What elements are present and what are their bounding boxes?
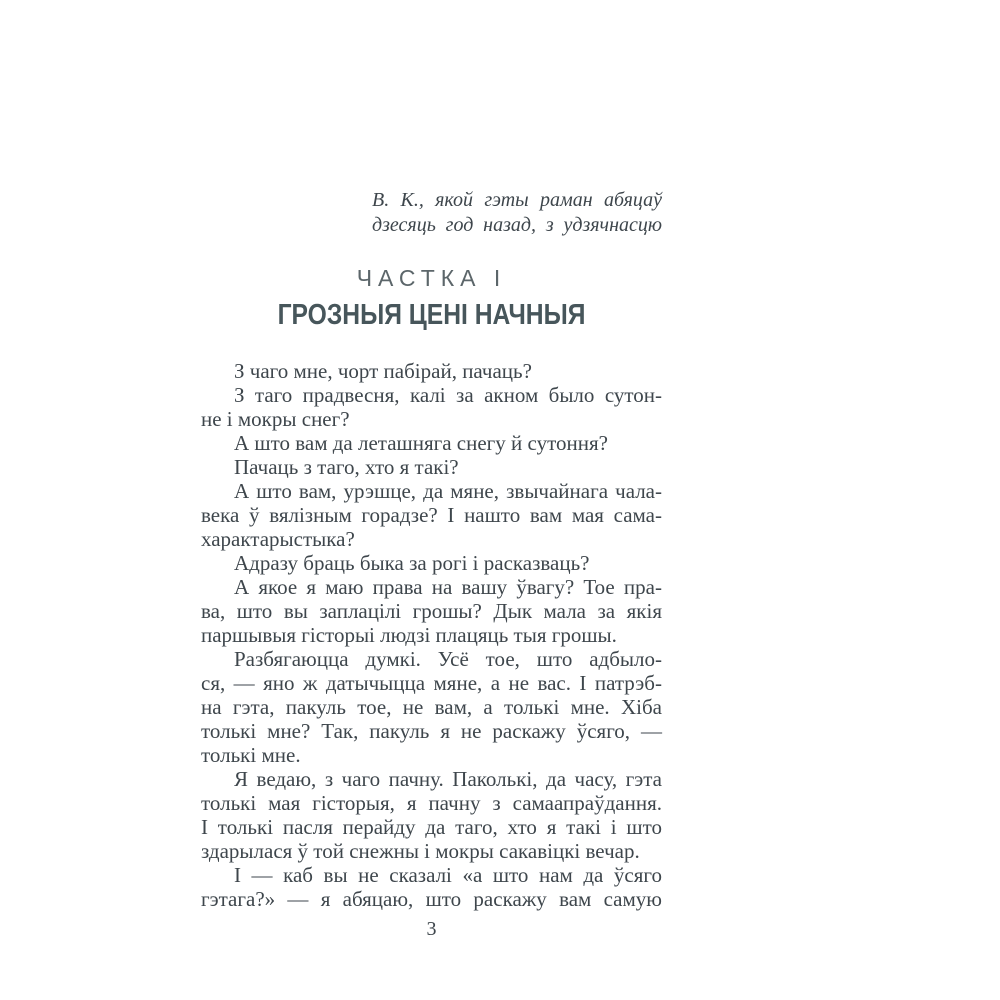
body-line: характарыстыка?: [201, 527, 355, 551]
part-heading: ЧАСТКА I: [356, 265, 507, 291]
body-line: здарылася ў той снежны і мокры сакавіцкі вечар.: [201, 839, 640, 863]
body-line: века ў вялізным горадзе? І нашто вам мая сама-: [201, 503, 662, 527]
body-line: І толькі пасля перайду да таго, хто я такі і што: [201, 815, 662, 839]
body-line: Пачаць з таго, хто я такі?: [234, 455, 459, 479]
paragraph: [201, 431, 662, 455]
paragraph: [201, 863, 662, 911]
paragraph: [201, 575, 662, 647]
body-line: толькі мне? Так, пакуль я не раскажу ўсяго, —: [201, 719, 662, 743]
paragraph: [201, 551, 662, 575]
body-line: І — каб вы не сказалі «а што нам да ўсяго: [234, 863, 662, 887]
paragraph: [201, 359, 662, 383]
chapter-title: ГРОЗНЫЯ ЦЕНІ НАЧНЫЯ: [277, 299, 586, 331]
paragraph: [201, 767, 662, 863]
dedication-line: дзесяць год назад, з удзячнасцю: [372, 214, 662, 236]
body-line: ся, — яно ж датычыцца мяне, а не вас. І патрэб-: [201, 671, 662, 695]
body-line: ва, што вы заплацілі грошы? Дык мала за якія: [201, 599, 662, 623]
page-number: 3: [426, 918, 437, 940]
dedication-line: В. К., якой гэты раман абяцаў: [372, 189, 662, 211]
body-line: З чаго мне, чорт пабірай, пачаць?: [234, 359, 532, 383]
body-line: не і мокры снег?: [201, 407, 350, 431]
body-line: паршывыя гісторыі людзі плацяць тыя грошы.: [201, 623, 617, 647]
dedication: [372, 188, 662, 238]
body-line: З таго прадвесня, калі за акном было сутон-: [234, 383, 662, 407]
page-content: [201, 188, 662, 940]
body-line: А што вам да леташняга снегу й сутоння?: [234, 431, 608, 455]
body-line: Разбягаюцца думкі. Усё тое, што адбыло-: [234, 647, 662, 671]
body-line: толькі мне.: [201, 743, 301, 767]
body-line: толькі мая гісторыя, я пачну з самаапраўдання.: [201, 791, 662, 815]
body-line: на гэта, пакуль тое, не вам, а толькі мне. Хіба: [201, 695, 662, 719]
body-line: гэтага?» — я абяцаю, што раскажу вам самую: [201, 887, 662, 911]
body-line: А што вам, урэшце, да мяне, звычайнага чала-: [234, 479, 662, 503]
body-line: Адразу браць быка за рогі і расказваць?: [234, 551, 590, 575]
body-line: А якое я маю права на вашу ўвагу? Тое пра-: [234, 575, 662, 599]
body-line: Я ведаю, з чаго пачну. Паколькі, да часу, гэта: [234, 767, 662, 791]
paragraph: [201, 455, 662, 479]
body-text: [201, 359, 662, 911]
paragraph: [201, 383, 662, 431]
paragraph: [201, 647, 662, 767]
paragraph: [201, 479, 662, 551]
